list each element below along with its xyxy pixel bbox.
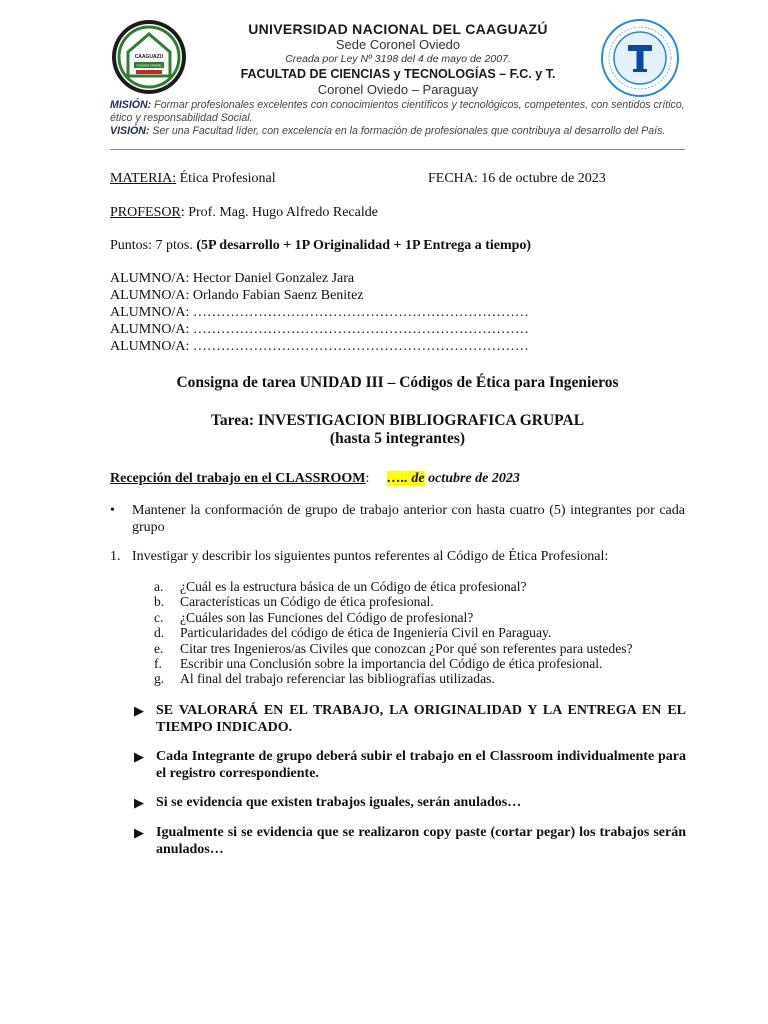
list-text: Citar tres Ingenieros/as Civiles que conozcan ¿Por qué son referentes para ustedes? [180, 640, 633, 656]
profesor-value: : Prof. Mag. Hugo Alfredo Recalde [180, 205, 378, 220]
recepcion-highlight: ….. de [386, 471, 425, 486]
mission-vision [110, 99, 685, 138]
list-letter: e. [154, 640, 164, 656]
list-text: Características un Código de ética profesional. [180, 594, 434, 610]
puntos-line [110, 237, 531, 254]
profesor-label: PROFESOR [110, 205, 181, 220]
consigna-title: Consigna de tarea UNIDAD III – Códigos de Ética para Ingenieros [176, 374, 619, 391]
tarea-subtitle: (hasta 5 integrantes) [329, 430, 466, 447]
recepcion-date: octubre de 2023 [424, 471, 520, 486]
sede-name: Sede Coronel Oviedo [335, 37, 461, 52]
list-letter: f. [154, 655, 162, 671]
item-number: 1. [110, 549, 121, 564]
faculty-name: FACULTAD DE CIENCIAS y TECNOLOGÍAS – F.C. y T. [240, 67, 556, 81]
list-item [154, 578, 633, 593]
faculty-seal-icon [600, 18, 680, 98]
fecha-line: FECHA: 16 de octubre de 2023 [428, 171, 606, 186]
list-text: ¿Cuáles son las Funciones del Código de profesional? [180, 609, 474, 625]
list-item [154, 624, 633, 639]
mission-label: MISIÓN: [110, 99, 152, 111]
note-text: Si se evidencia que existen trabajos iguales, serán anulados… [156, 795, 522, 810]
recepcion-label: Recepción del trabajo en el CLASSROOM [110, 471, 366, 486]
bullet-icon: • [110, 503, 115, 518]
note-text: Igualmente si se evidencia que se realizaron copy paste (cortar pegar) los trabajos serán anulados… [156, 825, 686, 857]
note-text: SE VALORARÁ EN EL TRABAJO, LA ORIGINALIDAD Y LA ENTREGA EN EL TIEMPO INDICADO. [156, 703, 686, 735]
arrow-right-icon: ▶ [134, 749, 144, 764]
materia-label: MATERIA: [110, 171, 177, 186]
alumno-line: ALUMNO/A: ……………………………………………………………… [110, 339, 529, 354]
vision-text: Ser una Facultad líder, con excelencia en la formación de profesionales que contribuya al desarrollo del País. [152, 125, 666, 137]
university-name: UNIVERSIDAD NACIONAL DEL CAAGUAZÚ [248, 21, 548, 37]
seal-text-mid: CAAGUAZU [134, 54, 164, 60]
tarea-title: Tarea: INVESTIGACION BIBLIOGRAFICA GRUPAL [210, 412, 585, 429]
puntos-detail: (5P desarrollo + 1P Originalidad + 1P Entrega a tiempo) [196, 238, 532, 253]
puntos-label: Puntos: 7 ptos. [110, 238, 197, 253]
list-item [154, 670, 633, 685]
list-letter: b. [154, 594, 165, 610]
item-text: Investigar y describir los siguientes puntos referentes al Código de Ética Profesional: [132, 549, 609, 564]
arrow-right-icon: ▶ [134, 703, 144, 718]
materia-value: Ética Profesional [176, 171, 276, 186]
note-text: Cada Integrante de grupo deberá subir el trabajo en el Classroom individualmente para el registro correspondiente. [156, 749, 686, 781]
materia-line [110, 170, 276, 187]
city-name: Coronel Oviedo – Paraguay [317, 82, 479, 97]
seal-text-bottom: Coronel Oviedo [136, 63, 162, 68]
header-text [200, 22, 596, 97]
list-letter: a. [154, 579, 164, 594]
document-header [0, 0, 768, 100]
alumno-line: ALUMNO/A: ……………………………………………………………… [110, 305, 529, 320]
list-text: Al final del trabajo referenciar las bibliografías utilizadas. [180, 671, 495, 687]
alumno-line: ALUMNO/A: Orlando Fabian Saenz Benitez [110, 288, 364, 303]
subitem-list [154, 578, 633, 686]
university-seal-icon [110, 18, 188, 96]
list-item [154, 609, 633, 624]
header-divider [110, 149, 685, 150]
creation-law: Creada por Ley Nº 3198 del 4 de mayo de 2007. [285, 53, 511, 65]
bullet-item [110, 502, 685, 536]
list-text: ¿Cuál es la estructura básica de un Código de ética profesional? [180, 579, 527, 594]
mission-paragraph [110, 99, 685, 125]
recepcion-colon: : [365, 471, 370, 486]
list-item [154, 593, 633, 608]
vision-paragraph [110, 125, 685, 138]
list-letter: g. [154, 671, 165, 687]
note-item [134, 824, 686, 858]
list-text: Particularidades del código de ética de Ingeniería Civil en Paraguay. [180, 625, 552, 641]
list-item [154, 640, 633, 655]
note-item [134, 748, 686, 782]
mission-text: Formar profesionales excelentes con conocimientos científicos y tecnológicos, competentes, con sentidos crítico, ético y responsabilidad Social. [110, 99, 685, 124]
arrow-right-icon: ▶ [134, 825, 144, 840]
alumno-line: ALUMNO/A: ……………………………………………………………… [110, 322, 529, 337]
arrow-right-icon: ▶ [134, 795, 144, 810]
numbered-item-1 [110, 548, 608, 565]
note-item [134, 794, 686, 811]
recepcion-line [110, 470, 520, 487]
alumno-line: ALUMNO/A: Hector Daniel Gonzalez Jara [110, 271, 355, 286]
list-letter: d. [154, 625, 165, 641]
profesor-line [110, 204, 378, 221]
list-letter: c. [154, 609, 164, 625]
list-text: Escribir una Conclusión sobre la importancia del Código de ética profesional. [180, 655, 603, 671]
bullet-text: Mantener la conformación de grupo de trabajo anterior con hasta cuatro (5) integrantes por cada grupo [132, 503, 685, 535]
list-item [154, 655, 633, 670]
note-item [134, 702, 686, 736]
vision-label: VISIÓN: [110, 125, 150, 137]
